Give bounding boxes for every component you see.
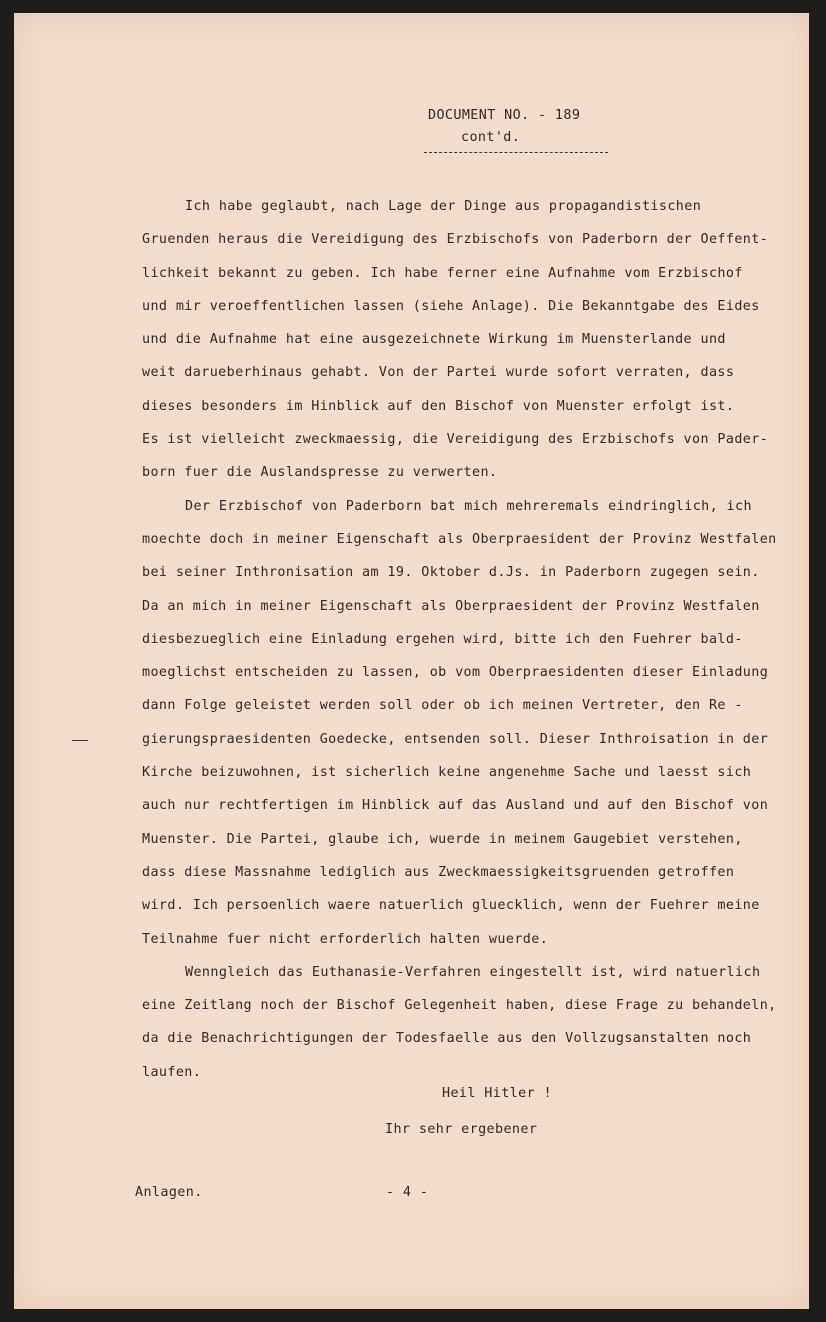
document-page — [14, 13, 809, 1309]
closing-salutation: Heil Hitler ! — [442, 1086, 553, 1101]
text-line: Wenngleich das Euthanasie-Verfahren eingestellt ist, wird natuerlich — [185, 964, 761, 980]
document-subtitle: cont'd. — [461, 130, 521, 145]
text-line: weit darueberhinaus gehabt. Von der Partei wurde sofort verraten, dass — [142, 365, 735, 381]
text-line: Der Erzbischof von Paderborn bat mich mehreremals eindringlich, ich — [185, 498, 752, 514]
text-line: und mir veroeffentlichen lassen (siehe Anlage). Die Bekanntgabe des Eides — [142, 298, 760, 314]
annex-label: Anlagen. — [135, 1185, 203, 1200]
text-line: bei seiner Inthronisation am 19. Oktober d.Js. in Paderborn zugegen sein. — [142, 565, 760, 581]
text-line: Teilnahme fuer nicht erforderlich halten wuerde. — [142, 931, 549, 947]
text-line: und die Aufnahme hat eine ausgezeichnete Wirkung im Muensterlande und — [142, 332, 726, 348]
text-line: dieses besonders im Hinblick auf den Bischof von Muenster erfolgt ist. — [142, 398, 735, 414]
text-line: Gruenden heraus die Vereidigung des Erzbischofs von Paderborn der Oeffent- — [142, 232, 769, 248]
text-line: Es ist vielleicht zweckmaessig, die Vereidigung des Erzbischofs von Pader- — [142, 432, 769, 448]
header-divider — [424, 152, 608, 153]
text-line: laufen. — [142, 1064, 202, 1080]
text-line: diesbezueglich eine Einladung ergehen wird, bitte ich den Fuehrer bald- — [142, 631, 743, 647]
text-line: Ich habe geglaubt, nach Lage der Dinge aus propagandistischen — [185, 199, 702, 214]
text-line: lichkeit bekannt zu geben. Ich habe ferner eine Aufnahme vom Erzbischof — [142, 265, 743, 281]
text-line: born fuer die Auslandspresse zu verwerten. — [142, 465, 498, 481]
closing-sign-off: Ihr sehr ergebener — [385, 1122, 538, 1137]
text-line: Kirche beizuwohnen, ist sicherlich keine angenehme Sache und laesst sich — [142, 765, 752, 781]
text-line: wird. Ich persoenlich waere natuerlich gluecklich, wenn der Fuehrer meine — [142, 898, 760, 914]
margin-dash-mark — [72, 740, 88, 741]
text-line: Da an mich in meiner Eigenschaft als Oberpraesident der Provinz Westfalen — [142, 598, 760, 614]
text-line: Muenster. Die Partei, glaube ich, wuerde in meinem Gaugebiet verstehen, — [142, 831, 743, 847]
text-line: moeglichst entscheiden zu lassen, ob vom Oberpraesidenten dieser Einladung — [142, 665, 769, 681]
document-title: DOCUMENT NO. - 189 — [428, 108, 581, 123]
text-line: dann Folge geleistet werden soll oder ob ich meinen Vertreter, den Re - — [142, 698, 743, 714]
text-line: da die Benachrichtigungen der Todesfaelle aus den Vollzugsanstalten noch — [142, 1031, 752, 1047]
text-line: auch nur rechtfertigen im Hinblick auf das Ausland und auf den Bischof von — [142, 798, 769, 814]
text-line: gierungspraesidenten Goedecke, entsenden soll. Dieser Inthroisation in der — [142, 731, 769, 747]
text-line: dass diese Massnahme lediglich aus Zweckmaessigkeitsgruenden getroffen — [142, 864, 735, 880]
letter-body — [142, 190, 777, 1089]
page-number: - 4 - — [386, 1185, 429, 1200]
text-line: eine Zeitlang noch der Bischof Gelegenheit haben, diese Frage zu behandeln, — [142, 998, 777, 1014]
text-line: moechte doch in meiner Eigenschaft als Oberpraesident der Provinz Westfalen — [142, 531, 777, 547]
